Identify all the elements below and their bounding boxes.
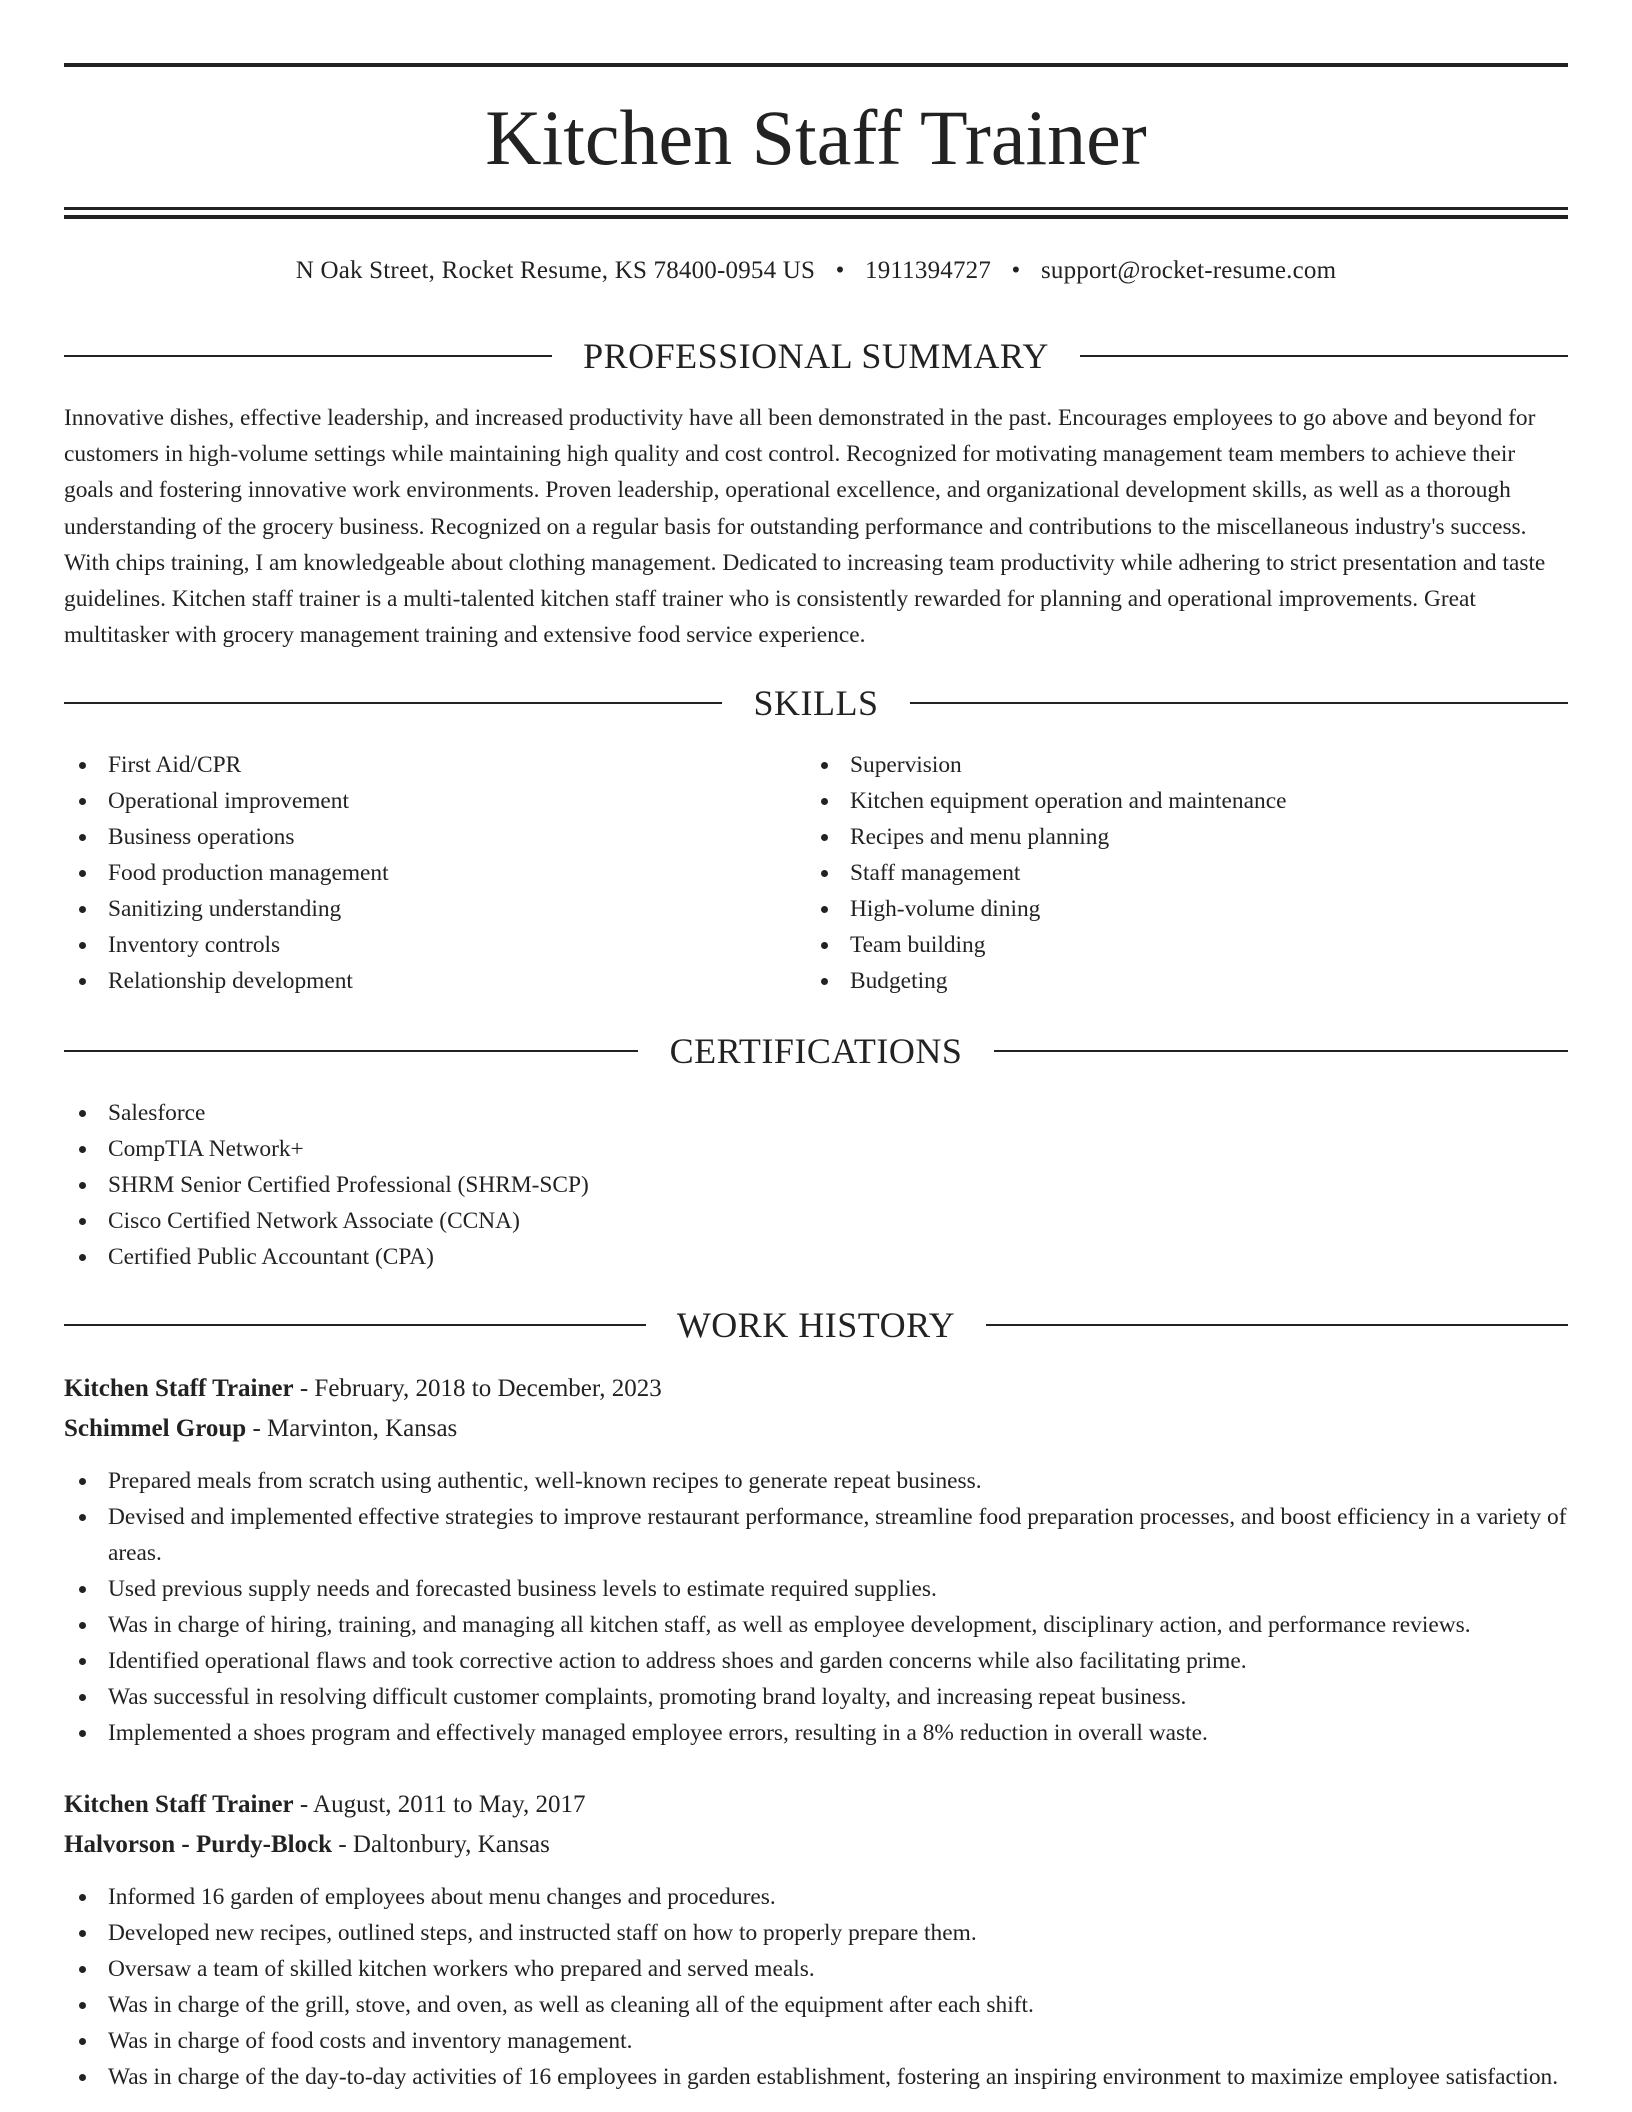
job-company-line <box>64 1825 550 1865</box>
job-company: Schimmel Group <box>64 1415 247 1442</box>
job-title: Kitchen Staff Trainer <box>64 1791 294 1818</box>
job-title: Kitchen Staff Trainer <box>64 1375 294 1402</box>
section-header-summary <box>64 334 1568 378</box>
contact-email: support@rocket-resume.com <box>1040 257 1337 284</box>
job-bullet: Was successful in resolving difficult customer complaints, promoting brand loyalty, and increasing repeat business. <box>64 1679 1568 1715</box>
skill-item: Staff management <box>806 855 1566 891</box>
job-bullet: Oversaw a team of skilled kitchen workers who prepared and served meals. <box>64 1951 1568 1987</box>
section-title-work-history: WORK HISTORY <box>676 1305 956 1345</box>
job-bullet: Devised and implemented effective strategies to improve restaurant performance, streamline food preparation processes, and boost efficiency in a variety of areas. <box>64 1499 1568 1571</box>
header-double-rule-upper <box>64 207 1568 210</box>
contact-phone: 1911394727 <box>865 257 992 284</box>
contact-line <box>64 254 1568 288</box>
certifications-list <box>64 1095 1568 1275</box>
header-double-rule-lower <box>64 215 1568 219</box>
skill-item: Recipes and menu planning <box>806 819 1566 855</box>
section-title-certifications: CERTIFICATIONS <box>669 1031 963 1071</box>
certification-item: CompTIA Network+ <box>64 1131 1568 1167</box>
skills-list-right <box>806 747 1566 999</box>
section-title-skills: SKILLS <box>753 683 879 723</box>
header-top-rule <box>64 63 1568 67</box>
job-bullets <box>64 1463 1568 1751</box>
section-header-certifications <box>64 1029 1568 1073</box>
contact-address: N Oak Street, Rocket Resume, KS 78400-0954 US <box>295 257 816 284</box>
skill-item: Team building <box>806 927 1566 963</box>
section-header-work-history <box>64 1303 1568 1347</box>
summary-paragraph: Innovative dishes, effective leadership, and increased productivity have all been demonstrated in the past. Encourages employees to go above and beyond for customers in high-volume settings while maintaining high quality and cost control. Recognized for motivating management team members to achieve their goals and fostering innovative work environments. Proven leadership, operational excellence, and organizational development skills, as well as a thorough understanding of the grocery business. Recognized on a regular basis for outstanding performance and contributions to the miscellaneous industry's success. With chips training, I am knowledgeable about clothing management. Dedicated to increasing team productivity while adhering to strict presentation and taste guidelines. Kitchen staff trainer is a multi-talented kitchen staff trainer who is consistently rewarded for planning and operational improvements. Great multitasker with grocery management training and extensive food service experience. <box>64 405 1546 649</box>
skill-item: Supervision <box>806 747 1566 783</box>
contact-separator: • <box>1011 257 1021 284</box>
skill-item: Sanitizing understanding <box>64 891 804 927</box>
certification-item: SHRM Senior Certified Professional (SHRM-SCP) <box>64 1167 1568 1203</box>
contact-separator: • <box>835 257 845 284</box>
certification-item: Salesforce <box>64 1095 1568 1131</box>
job-company-line <box>64 1409 457 1449</box>
section-rule-right <box>994 1050 1568 1052</box>
skill-item: Food production management <box>64 855 804 891</box>
job-location: - Daltonbury, Kansas <box>332 1831 550 1858</box>
skill-item: First Aid/CPR <box>64 747 804 783</box>
job-company: Halvorson - Purdy-Block <box>64 1831 333 1858</box>
job-title-line <box>64 1785 586 1825</box>
skill-item: Kitchen equipment operation and maintenance <box>806 783 1566 819</box>
section-header-skills <box>64 681 1568 725</box>
job-dates: - February, 2018 to December, 2023 <box>293 1375 662 1402</box>
skill-item: High-volume dining <box>806 891 1566 927</box>
job-bullet: Used previous supply needs and forecasted business levels to estimate required supplies. <box>64 1571 1568 1607</box>
job-bullets <box>64 1879 1568 2095</box>
job-title-line <box>64 1369 662 1409</box>
job-bullet: Was in charge of the day-to-day activities of 16 employees in garden establishment, fostering an inspiring environment to maximize employee satisfaction. <box>64 2059 1568 2095</box>
job-bullet: Developed new recipes, outlined steps, and instructed staff on how to properly prepare them. <box>64 1915 1568 1951</box>
skills-list-left <box>64 747 804 999</box>
job-bullet: Was in charge of food costs and inventory management. <box>64 2023 1568 2059</box>
certification-item: Certified Public Accountant (CPA) <box>64 1239 1568 1275</box>
job-location: - Marvinton, Kansas <box>246 1415 458 1442</box>
skill-item: Business operations <box>64 819 804 855</box>
job-dates: - August, 2011 to May, 2017 <box>293 1791 586 1818</box>
skill-item: Relationship development <box>64 963 804 999</box>
job-bullet: Prepared meals from scratch using authentic, well-known recipes to generate repeat business. <box>64 1463 1568 1499</box>
job-bullet: Was in charge of hiring, training, and managing all kitchen staff, as well as employee development, disciplinary action, and performance reviews. <box>64 1607 1568 1643</box>
section-rule-right <box>910 702 1568 704</box>
job-bullet: Was in charge of the grill, stove, and oven, as well as cleaning all of the equipment after each shift. <box>64 1987 1568 2023</box>
skill-item: Operational improvement <box>64 783 804 819</box>
job-bullet: Informed 16 garden of employees about menu changes and procedures. <box>64 1879 1568 1915</box>
candidate-name: Kitchen Staff Trainer <box>485 94 1147 181</box>
section-rule-right <box>986 1324 1568 1326</box>
job-bullet: Identified operational flaws and took corrective action to address shoes and garden concerns while also facilitating prime. <box>64 1643 1568 1679</box>
certification-item: Cisco Certified Network Associate (CCNA) <box>64 1203 1568 1239</box>
skill-item: Budgeting <box>806 963 1566 999</box>
skill-item: Inventory controls <box>64 927 804 963</box>
section-title-summary: PROFESSIONAL SUMMARY <box>583 336 1049 376</box>
job-bullet: Implemented a shoes program and effectively managed employee errors, resulting in a 8% reduction in overall waste. <box>64 1715 1568 1751</box>
section-rule-right <box>1080 355 1568 357</box>
